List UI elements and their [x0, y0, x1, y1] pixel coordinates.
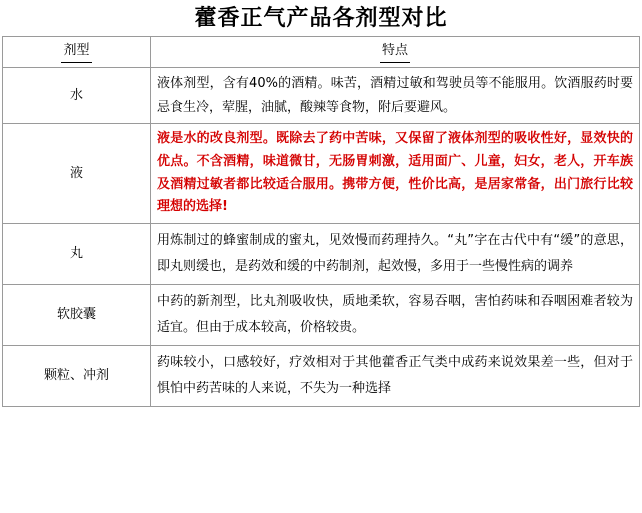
- row-desc-pill: 用炼制过的蜂蜜制成的蜜丸，见效慢而药理持久。“丸”字在古代中有“缓”的意思，即丸则缓也，是药效和缓的中药制剂，起效慢，多用于一些慢性病的调养: [151, 224, 640, 285]
- column-header-features-label: 特点: [380, 41, 410, 63]
- column-header-dosage-form: [3, 37, 151, 68]
- row-name-granule: 颗粒、冲剂: [3, 346, 151, 407]
- table-row: [3, 68, 640, 124]
- row-desc-liquid: 液是水的改良剂型。既除去了药中苦味，又保留了液体剂型的吸收性好，显效快的优点。不含酒精，味道微甘，无肠胃刺激，适用面广、儿童，妇女，老人，开车族及酒精过敏者都比较适合服用。携带方便，性价比高，是居家常备，出门旅行比较理想的选择!: [151, 124, 640, 224]
- row-name-liquid: 液: [3, 124, 151, 224]
- row-desc-water: 液体剂型，含有40%的酒精。味苦，酒精过敏和驾驶员等不能服用。饮酒服药时要忌食生冷，荤腥，油腻，酸辣等食物，附后要避风。: [151, 68, 640, 124]
- table-row: [3, 224, 640, 285]
- page-title: 藿香正气产品各剂型对比: [194, 5, 448, 31]
- column-header-dosage-form-label: 剂型: [61, 41, 91, 63]
- table-header-row: [3, 37, 640, 68]
- row-desc-granule: 药味较小，口感较好，疗效相对于其他藿香正气类中成药来说效果差一些，但对于惧怕中药苦味的人来说，不失为一种选择: [151, 346, 640, 407]
- row-desc-softgel: 中药的新剂型，比丸剂吸收快，质地柔软，容易吞咽，害怕药味和吞咽困难者较为适宜。但由于成本较高，价格较贵。: [151, 285, 640, 346]
- row-name-pill: 丸: [3, 224, 151, 285]
- comparison-table: [2, 36, 640, 407]
- table-row: [3, 285, 640, 346]
- column-header-features: [151, 37, 640, 68]
- row-name-softgel: 软胶囊: [3, 285, 151, 346]
- row-name-water: 水: [3, 68, 151, 124]
- table-row: [3, 124, 640, 224]
- table-row: [3, 346, 640, 407]
